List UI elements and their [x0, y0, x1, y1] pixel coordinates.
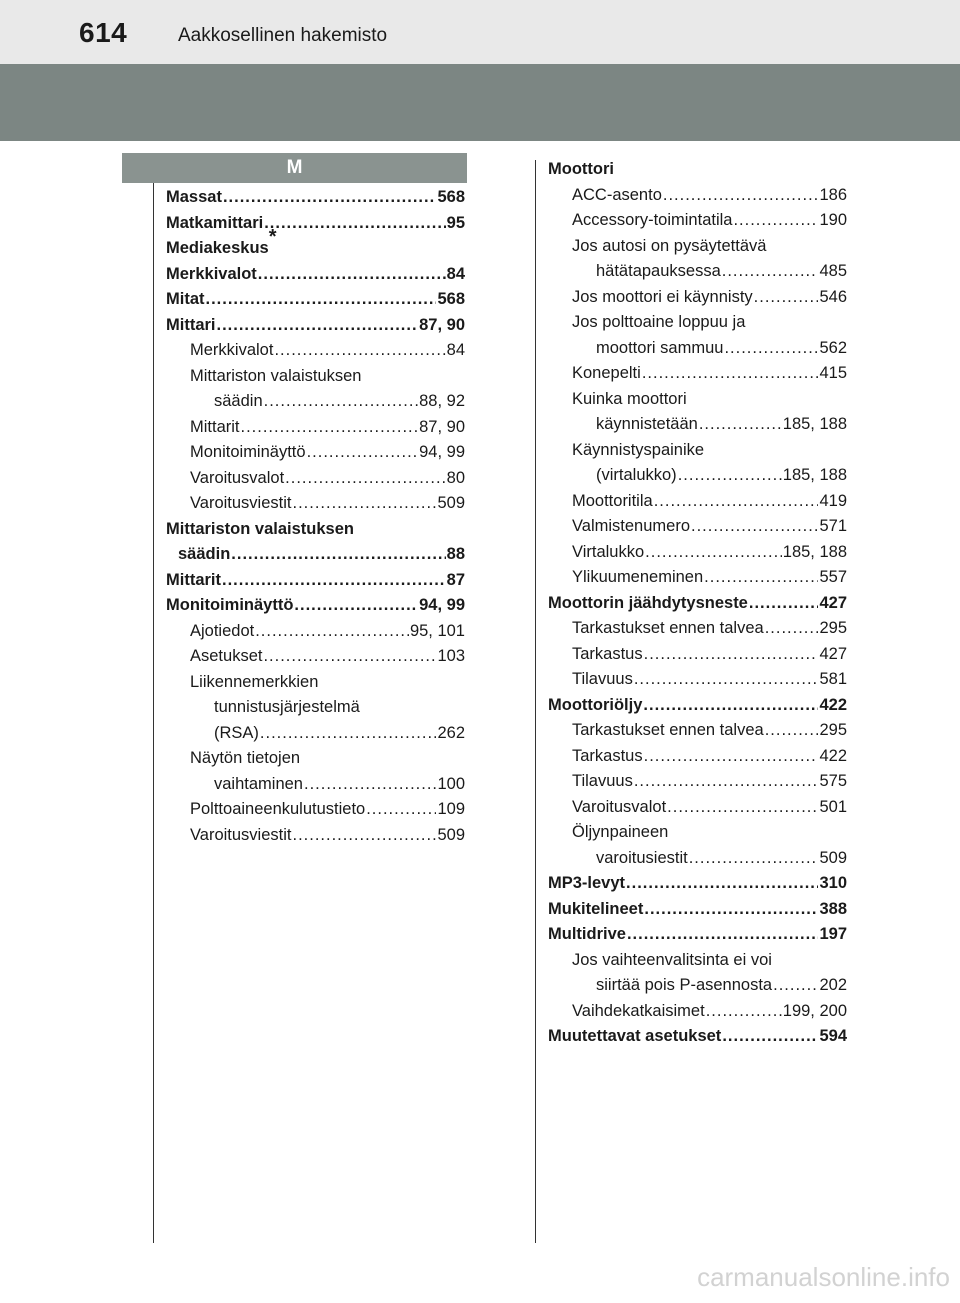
dot-leader — [754, 286, 819, 308]
page-reference: 571 — [819, 517, 847, 535]
dot-leader — [294, 594, 418, 616]
page-reference: 485 — [819, 262, 847, 280]
entry-text: Merkkivalot — [166, 264, 257, 283]
dot-leader — [642, 362, 819, 384]
dot-leader — [644, 898, 818, 920]
entry-text: Tarkastus — [572, 746, 643, 765]
index-entry — [166, 416, 465, 438]
index-entry — [548, 592, 847, 614]
index-entry — [548, 668, 847, 690]
index-entry — [166, 339, 465, 361]
index-entry — [166, 365, 465, 387]
index-entry — [548, 974, 847, 996]
index-entry — [548, 209, 847, 231]
dot-leader — [634, 668, 819, 690]
page-reference: 185, 188 — [782, 415, 847, 433]
index-entry — [166, 314, 465, 336]
index-entry — [548, 286, 847, 308]
header-band — [0, 64, 960, 141]
index-entry — [166, 543, 465, 565]
index-entry — [166, 747, 465, 769]
dot-leader — [222, 569, 446, 591]
dot-leader — [292, 824, 436, 846]
index-entry — [548, 821, 847, 843]
dot-leader — [663, 184, 819, 206]
entry-text: Mitat — [166, 290, 205, 308]
index-entry — [548, 770, 847, 792]
page-reference: 197 — [819, 925, 847, 943]
dot-leader — [292, 492, 436, 514]
entry-text: Ylikuumeneminen — [572, 568, 704, 586]
dot-leader — [644, 745, 819, 767]
entry-text: Moottoritila — [572, 491, 653, 510]
index-entry — [166, 671, 465, 693]
entry-text: Valmistenumero — [572, 517, 690, 535]
page-reference: 95, 101 — [409, 621, 465, 640]
entry-text: Matkamittari — [166, 213, 264, 232]
index-entry — [548, 541, 847, 563]
entry-text: Mittarit — [190, 417, 240, 436]
page-reference: 103 — [437, 647, 465, 665]
index-entry — [548, 260, 847, 282]
index-entry — [166, 569, 465, 591]
entry-text: Jos polttoaine loppuu ja — [572, 313, 746, 331]
dot-leader — [307, 441, 419, 463]
index-entry — [166, 773, 465, 795]
page-reference: 186 — [819, 185, 847, 204]
header-bar — [0, 0, 960, 64]
dot-leader — [627, 923, 819, 945]
page-reference: 109 — [437, 800, 465, 818]
page-reference: 568 — [437, 290, 465, 308]
entry-text: siirtää pois P-asennosta — [596, 976, 773, 994]
page-reference: 422 — [819, 695, 847, 714]
dot-leader — [749, 592, 819, 614]
entry-text: Mittari — [166, 315, 216, 334]
entry-text: Moottori — [548, 160, 614, 178]
page-reference: 185, 188 — [782, 542, 847, 561]
dot-leader — [285, 467, 445, 489]
page-reference: 100 — [437, 774, 465, 793]
dot-leader — [206, 288, 437, 310]
dot-leader — [264, 390, 419, 412]
page-reference: 575 — [819, 772, 847, 790]
entry-text: Monitoiminäyttö — [166, 596, 294, 614]
page-reference: 562 — [819, 338, 847, 357]
page-reference: 295 — [819, 721, 847, 739]
page-reference: 87, 90 — [419, 315, 465, 334]
index-entry — [548, 490, 847, 512]
index-entry — [548, 1025, 847, 1047]
entry-text: moottori sammuu — [596, 338, 724, 357]
index-entry — [166, 620, 465, 642]
entry-text: Moottorin jäähdytysneste — [548, 593, 748, 612]
page-reference: 509 — [437, 494, 465, 512]
entry-text: säädin — [178, 545, 231, 563]
dot-leader — [722, 260, 819, 282]
page-reference: 427 — [819, 644, 847, 663]
dot-leader — [689, 847, 819, 869]
page-reference: 419 — [819, 491, 847, 510]
index-entry — [548, 949, 847, 971]
dot-leader — [217, 314, 419, 336]
page-reference: 88, 92 — [419, 392, 465, 410]
index-entry — [548, 184, 847, 206]
page-reference: 262 — [437, 723, 465, 742]
dot-leader — [704, 566, 818, 588]
entry-text: Monitoiminäyttö — [190, 443, 306, 461]
index-entry — [548, 464, 847, 486]
dot-leader — [699, 413, 782, 435]
index-entry — [548, 745, 847, 767]
index-entry — [548, 337, 847, 359]
index-entry — [548, 1000, 847, 1022]
entry-text: Merkkivalot — [190, 341, 274, 359]
dot-leader — [255, 620, 409, 642]
dot-leader — [304, 773, 436, 795]
entry-text: Tarkastus — [572, 644, 643, 663]
dot-leader — [733, 209, 818, 231]
entry-text: Ajotiedot — [190, 621, 255, 640]
page-reference: 80 — [446, 468, 465, 487]
page-reference: 581 — [819, 670, 847, 688]
dot-leader — [678, 464, 782, 486]
entry-text: säädin — [214, 392, 263, 410]
entry-text: Massat — [166, 188, 222, 206]
watermark: carmanualsonline.info — [697, 1262, 950, 1292]
index-entry — [166, 467, 465, 489]
page-reference: 557 — [819, 568, 847, 586]
left-column-rule — [153, 183, 154, 1243]
dot-leader — [644, 643, 819, 665]
dot-leader — [724, 337, 818, 359]
index-entry — [166, 390, 465, 412]
entry-text: Virtalukko — [572, 542, 645, 561]
entry-text: Jos vaihteenvalitsinta ei voi — [572, 950, 772, 969]
dot-leader — [645, 541, 782, 563]
index-entry — [166, 645, 465, 667]
entry-text: Varoitusvalot — [190, 468, 285, 487]
page-reference: 509 — [437, 825, 465, 844]
entry-text: Öljynpaineen — [572, 823, 669, 841]
dot-leader — [765, 617, 819, 639]
entry-text: Varoitusviestit — [190, 825, 292, 844]
dot-leader — [722, 1025, 818, 1047]
index-entry — [548, 694, 847, 716]
index-entry — [166, 186, 465, 208]
entry-text: Varoitusviestit — [190, 494, 292, 512]
dot-leader — [366, 798, 436, 820]
footnote-marker: * — [268, 226, 277, 248]
entry-text: (virtalukko) — [596, 466, 677, 484]
entry-text: Jos autosi on pysäytettävä — [572, 236, 767, 255]
page-number: 614 — [79, 17, 128, 48]
dot-leader — [691, 515, 818, 537]
entry-text: Muutettavat asetukset — [548, 1027, 722, 1045]
index-entry — [166, 226, 465, 259]
entry-text: käynnistetään — [596, 415, 698, 433]
entry-text: Mediakeskus — [166, 239, 269, 257]
dot-leader — [223, 186, 437, 208]
index-entry — [166, 212, 465, 234]
dot-leader — [264, 212, 445, 234]
dot-leader — [654, 490, 819, 512]
index-entry — [166, 441, 465, 463]
page-reference: 594 — [819, 1027, 847, 1045]
entry-text: tunnistusjärjestelmä — [214, 698, 360, 716]
index-entry — [548, 362, 847, 384]
entry-text: Jos moottori ei käynnisty — [572, 287, 753, 306]
dot-leader — [634, 770, 819, 792]
entry-text: ACC-asento — [572, 185, 662, 204]
index-entry — [548, 898, 847, 920]
index-entry — [166, 492, 465, 514]
dot-leader — [263, 645, 436, 667]
index-entry — [166, 722, 465, 744]
index-entry — [548, 413, 847, 435]
entry-text: Käynnistyspainike — [572, 440, 705, 459]
page-reference: 190 — [819, 211, 847, 229]
page-title: Aakkosellinen hakemisto — [178, 25, 388, 46]
entry-text: Liikennemerkkien — [190, 672, 319, 691]
entry-text: hätätapauksessa — [596, 262, 721, 280]
index-entry — [548, 439, 847, 461]
entry-text: varoitusiestit — [596, 848, 688, 867]
index-entry — [548, 719, 847, 741]
index-entry — [166, 263, 465, 285]
dot-leader — [773, 974, 818, 996]
page-reference: 310 — [819, 874, 847, 892]
index-entry — [548, 847, 847, 869]
entry-text: Polttoaineenkulutustieto — [190, 800, 366, 818]
entry-text: Kuinka moottori — [572, 389, 687, 408]
dot-leader — [274, 339, 445, 361]
index-entry — [548, 872, 847, 894]
index-entry — [166, 696, 465, 718]
entry-text: vaihtaminen — [214, 774, 303, 793]
page-reference: 202 — [819, 976, 847, 994]
index-entry — [548, 796, 847, 818]
entry-text: Mukitelineet — [548, 899, 644, 918]
index-entry — [166, 518, 465, 540]
entry-text: Asetukset — [190, 647, 263, 665]
dot-leader — [706, 1000, 782, 1022]
index-entry — [548, 158, 847, 180]
page-reference: 84 — [446, 341, 465, 359]
entry-text: Mittariston valaistuksen — [190, 366, 362, 385]
page-reference: 87 — [446, 570, 465, 589]
dot-leader — [643, 694, 818, 716]
page-reference: 95 — [446, 213, 465, 232]
entry-text: Accessory-toimintatila — [572, 211, 733, 229]
dot-leader — [241, 416, 419, 438]
index-entry — [548, 311, 847, 333]
dot-leader — [258, 263, 446, 285]
page-reference: 388 — [819, 899, 847, 918]
entry-text: Tilavuus — [572, 772, 633, 790]
index-entry — [548, 923, 847, 945]
section-letter: M — [122, 153, 467, 183]
index-entry — [548, 515, 847, 537]
entry-text: Mittariston valaistuksen — [166, 519, 354, 538]
page-reference: 94, 99 — [419, 443, 465, 461]
page-reference: 87, 90 — [419, 417, 465, 436]
page-reference: 88 — [446, 545, 465, 563]
page-reference: 185, 188 — [782, 466, 847, 484]
page-reference: 427 — [819, 593, 847, 612]
page-reference: 199, 200 — [782, 1001, 847, 1020]
entry-text: Moottoriöljy — [548, 695, 643, 714]
page-reference: 84 — [446, 264, 465, 283]
dot-leader — [667, 796, 818, 818]
entry-text: Mittarit — [166, 570, 221, 589]
index-entry — [548, 388, 847, 410]
dot-leader — [626, 872, 818, 894]
dot-leader — [765, 719, 819, 741]
page-reference: 295 — [819, 619, 847, 637]
page-reference: 422 — [819, 746, 847, 765]
index-entry — [166, 824, 465, 846]
page-reference: 546 — [819, 287, 847, 306]
dot-leader — [231, 543, 445, 565]
page-reference: 415 — [819, 364, 847, 382]
entry-text: MP3-levyt — [548, 874, 626, 892]
dot-leader — [260, 722, 437, 744]
index-entry — [548, 643, 847, 665]
index-entry — [166, 288, 465, 310]
page-reference: 501 — [819, 797, 847, 816]
entry-text: (RSA) — [214, 723, 259, 742]
entry-text: Tarkastukset ennen talvea — [572, 721, 764, 739]
entry-text: Tilavuus — [572, 670, 633, 688]
page-reference: 568 — [437, 188, 465, 206]
index-entry — [548, 566, 847, 588]
entry-text: Näytön tietojen — [190, 749, 301, 767]
index-entry — [548, 235, 847, 257]
page-reference: 94, 99 — [419, 596, 465, 614]
entry-text: Vaihdekatkaisimet — [572, 1001, 705, 1020]
entry-text: Tarkastukset ennen talvea — [572, 619, 764, 637]
index-entry — [166, 594, 465, 616]
page-reference: 509 — [819, 848, 847, 867]
entry-text: Multidrive — [548, 925, 626, 943]
entry-text: Konepelti — [572, 364, 641, 382]
entry-text: Varoitusvalot — [572, 797, 667, 816]
index-entry — [548, 617, 847, 639]
index-entry — [166, 798, 465, 820]
center-column-rule — [535, 160, 536, 1243]
